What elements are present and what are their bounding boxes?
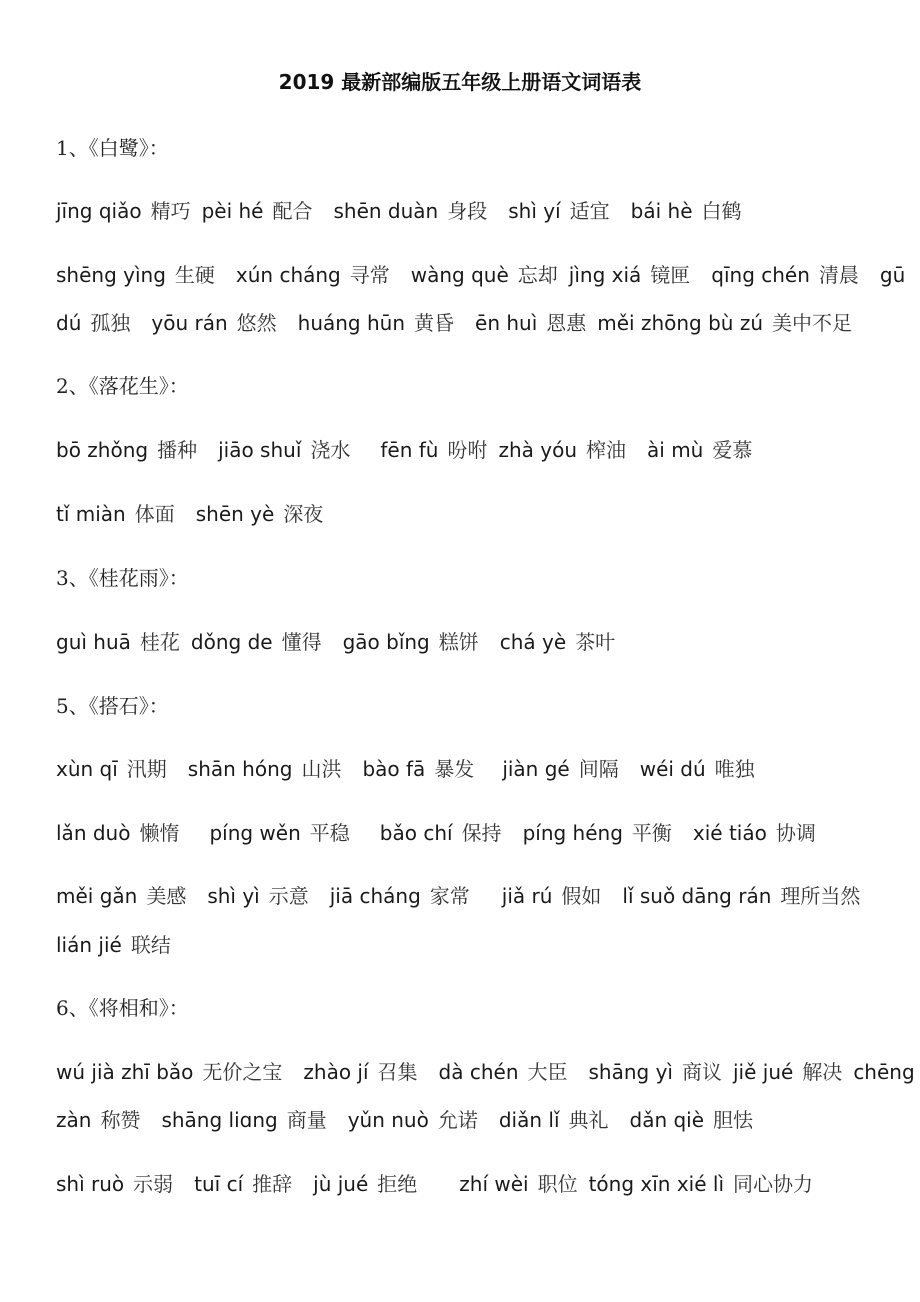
hanzi: 镜匣 (650, 263, 691, 287)
pinyin: jù jué (313, 1172, 369, 1196)
hanzi: 清晨 (818, 263, 859, 287)
vocab-word (56, 757, 167, 781)
pinyin: dǎn qiè (629, 1108, 705, 1132)
vocab-word (56, 1060, 282, 1084)
vocab-word (56, 630, 180, 654)
pinyin: pèi hé (201, 199, 264, 223)
vocab-line (56, 1168, 813, 1197)
pinyin: ēn huì (475, 311, 538, 335)
hanzi: 胆怯 (713, 1108, 754, 1132)
pinyin: zhà yóu (498, 438, 578, 462)
vocab-line (56, 753, 755, 782)
vocab-line (56, 434, 752, 463)
vocab-word (853, 1060, 914, 1084)
hanzi: 忘却 (517, 263, 558, 287)
vocab-word (56, 502, 175, 526)
pinyin: shēng yìng (56, 263, 166, 287)
vocab-word (191, 630, 322, 654)
vocab-word (56, 821, 179, 845)
vocab-word (459, 1172, 577, 1196)
vocab-word (236, 263, 390, 287)
pinyin: lǐ suǒ dāng rán (622, 884, 772, 908)
hanzi: 平衡 (631, 821, 672, 845)
pinyin: yōu rán (151, 311, 228, 335)
pinyin: jiǎ rú (501, 884, 553, 908)
pinyin: guì huā (56, 630, 131, 654)
pinyin: bō zhǒng (56, 438, 149, 462)
vocab-word (56, 199, 191, 223)
vocab-word (502, 884, 602, 908)
vocab-word (343, 630, 479, 654)
pinyin: jìng xiá (568, 263, 642, 287)
pinyin: yǔn nuò (347, 1108, 429, 1132)
pinyin: wú jià zhī bǎo (56, 1060, 194, 1084)
hanzi: 保持 (461, 821, 502, 845)
vocab-word (56, 933, 171, 957)
vocab-word (508, 199, 609, 223)
hanzi: 推辞 (252, 1172, 293, 1196)
hanzi: 平稳 (309, 821, 350, 845)
vocab-word (56, 1172, 173, 1196)
hanzi: 爱慕 (712, 438, 753, 462)
vocab-word (475, 311, 586, 335)
vocab-word (56, 884, 186, 908)
vocab-word (56, 1108, 140, 1132)
hanzi: 职位 (537, 1172, 578, 1196)
vocab-word (640, 757, 755, 781)
pinyin: chēng (853, 1060, 915, 1084)
pinyin: chá yè (499, 630, 567, 654)
pinyin: fēn fù (380, 438, 439, 462)
section-heading: 5、《搭石》： (56, 694, 169, 718)
hanzi: 解决 (802, 1060, 843, 1084)
vocab-word (569, 263, 691, 287)
pinyin: qīng chén (711, 263, 810, 287)
vocab-word (348, 1108, 478, 1132)
document-title: 2019 最新部编版五年级上册语文词语表 (278, 70, 642, 94)
section-heading: 1、《白鹭》： (56, 136, 169, 160)
vocab-word (56, 438, 197, 462)
hanzi: 唯独 (714, 757, 755, 781)
pinyin: bái hè (630, 199, 693, 223)
hanzi: 桂花 (139, 630, 180, 654)
pinyin: píng wěn (209, 821, 301, 845)
hanzi: 吩咐 (447, 438, 488, 462)
hanzi: 适宜 (569, 199, 610, 223)
hanzi: 懒惰 (139, 821, 180, 845)
hanzi: 身段 (447, 199, 488, 223)
pinyin: jiàn gé (502, 757, 570, 781)
hanzi: 允诺 (437, 1108, 478, 1132)
hanzi: 示弱 (133, 1172, 174, 1196)
hanzi: 配合 (272, 199, 313, 223)
pinyin: dǒng de (190, 630, 273, 654)
hanzi: 白鹤 (701, 199, 742, 223)
hanzi: 榨油 (586, 438, 627, 462)
hanzi: 称赞 (100, 1108, 141, 1132)
vocab-word (207, 884, 308, 908)
hanzi: 体面 (134, 502, 175, 526)
pinyin: wàng què (410, 263, 509, 287)
vocab-word (196, 502, 324, 526)
pinyin: jiě jué (733, 1060, 794, 1084)
hanzi: 拒绝 (377, 1172, 418, 1196)
pinyin: píng héng (522, 821, 623, 845)
hanzi: 间隔 (578, 757, 619, 781)
pinyin: tóng xīn xié lì (588, 1172, 724, 1196)
pinyin: huáng hūn (297, 311, 406, 335)
pinyin: gū (879, 263, 906, 287)
pinyin: gāo bǐng (342, 630, 430, 654)
hanzi: 悠然 (236, 311, 277, 335)
vocab-word (161, 1108, 326, 1132)
vocab-word (498, 438, 626, 462)
hanzi: 生硬 (174, 263, 215, 287)
vocab-word (880, 263, 905, 287)
vocab-word (693, 821, 816, 845)
vocab-word (647, 438, 752, 462)
hanzi: 播种 (157, 438, 198, 462)
vocab-word (733, 1060, 842, 1084)
pinyin: shēn duàn (333, 199, 439, 223)
pinyin: xùn qī (56, 757, 118, 781)
vocab-word (330, 884, 470, 908)
pinyin: shì ruò (56, 1172, 125, 1196)
hanzi: 恩惠 (546, 311, 587, 335)
vocab-word (362, 757, 474, 781)
pinyin: bǎo chí (379, 821, 453, 845)
hanzi: 商量 (286, 1108, 327, 1132)
vocab-line (56, 195, 742, 224)
pinyin: shān hóng (187, 757, 293, 781)
vocab-word (439, 1060, 568, 1084)
vocab-word (631, 199, 742, 223)
pinyin: tuī cí (194, 1172, 244, 1196)
hanzi: 浇水 (310, 438, 351, 462)
vocab-word (711, 263, 859, 287)
hanzi: 美感 (146, 884, 187, 908)
hanzi: 假如 (561, 884, 602, 908)
hanzi: 精巧 (150, 199, 191, 223)
vocab-word (502, 757, 618, 781)
hanzi: 示意 (268, 884, 309, 908)
hanzi: 无价之宝 (202, 1060, 283, 1084)
vocab-word (334, 199, 488, 223)
hanzi: 深夜 (283, 502, 324, 526)
vocab-word (313, 1172, 417, 1196)
pinyin: zhí wèi (459, 1172, 529, 1196)
vocab-word (151, 311, 276, 335)
pinyin: xié tiáo (692, 821, 767, 845)
vocab-word (411, 263, 558, 287)
pinyin: zhào jí (303, 1060, 369, 1084)
pinyin: jiāo shuǐ (218, 438, 302, 462)
vocab-word (380, 821, 502, 845)
hanzi: 汛期 (126, 757, 167, 781)
vocab-line (56, 498, 323, 527)
hanzi: 商议 (682, 1060, 722, 1084)
hanzi: 家常 (429, 884, 470, 908)
pinyin: shāng liɑng (161, 1108, 278, 1132)
hanzi: 同心协力 (733, 1172, 813, 1196)
vocab-word (589, 1172, 813, 1196)
vocab-word (218, 438, 350, 462)
hanzi: 茶叶 (575, 630, 616, 654)
pinyin: ài mù (647, 438, 704, 462)
vocab-word (589, 1060, 722, 1084)
pinyin: dú (56, 311, 82, 335)
hanzi: 寻常 (349, 263, 390, 287)
vocab-line (56, 259, 905, 288)
hanzi: 典礼 (568, 1108, 609, 1132)
pinyin: shāng yì (588, 1060, 673, 1084)
hanzi: 理所当然 (780, 884, 861, 908)
section-heading: 6、《将相和》： (56, 996, 189, 1020)
pinyin: shì yì (207, 884, 260, 908)
hanzi: 糕饼 (438, 630, 479, 654)
hanzi: 召集 (377, 1060, 418, 1084)
vocab-line (56, 880, 860, 909)
pinyin: jiā cháng (329, 884, 421, 908)
hanzi: 孤独 (90, 311, 131, 335)
vocab-word (622, 884, 860, 908)
pinyin: tǐ miàn (56, 502, 126, 526)
vocab-word (209, 821, 349, 845)
pinyin: měi zhōng bù zú (597, 311, 764, 335)
vocab-line (56, 626, 615, 655)
vocab-word (500, 630, 615, 654)
vocab-word (56, 311, 130, 335)
vocab-line (56, 1104, 753, 1133)
hanzi: 美中不足 (772, 311, 853, 335)
hanzi: 懂得 (281, 630, 322, 654)
vocab-word (523, 821, 672, 845)
pinyin: xún cháng (235, 263, 341, 287)
vocab-word (380, 438, 487, 462)
pinyin: diǎn lǐ (498, 1108, 560, 1132)
vocab-line (56, 817, 816, 846)
pinyin: shēn yè (195, 502, 275, 526)
hanzi: 黄昏 (414, 311, 455, 335)
pinyin: zàn (56, 1108, 92, 1132)
vocab-word (194, 1172, 292, 1196)
hanzi: 山洪 (301, 757, 342, 781)
vocab-line (56, 307, 852, 336)
vocab-word (298, 311, 454, 335)
section-heading: 3、《桂花雨》： (56, 566, 189, 590)
hanzi: 协调 (775, 821, 816, 845)
vocab-word (303, 1060, 417, 1084)
hanzi: 暴发 (434, 757, 475, 781)
pinyin: dà chén (438, 1060, 519, 1084)
pinyin: měi gǎn (56, 884, 138, 908)
pinyin: lǎn duò (56, 821, 131, 845)
hanzi: 联结 (130, 933, 171, 957)
vocab-line (56, 929, 171, 958)
pinyin: shì yí (508, 199, 561, 223)
pinyin: bào fā (362, 757, 426, 781)
hanzi: 大臣 (527, 1060, 568, 1084)
vocab-word (597, 311, 852, 335)
vocab-word (202, 199, 313, 223)
vocab-word (56, 263, 215, 287)
vocab-line (56, 1056, 915, 1085)
vocab-word (188, 757, 342, 781)
vocab-word (630, 1108, 754, 1132)
section-heading: 2、《落花生》： (56, 374, 189, 398)
pinyin: lián jié (56, 933, 122, 957)
vocab-word (499, 1108, 609, 1132)
pinyin: jīng qiǎo (56, 199, 142, 223)
pinyin: wéi dú (639, 757, 706, 781)
